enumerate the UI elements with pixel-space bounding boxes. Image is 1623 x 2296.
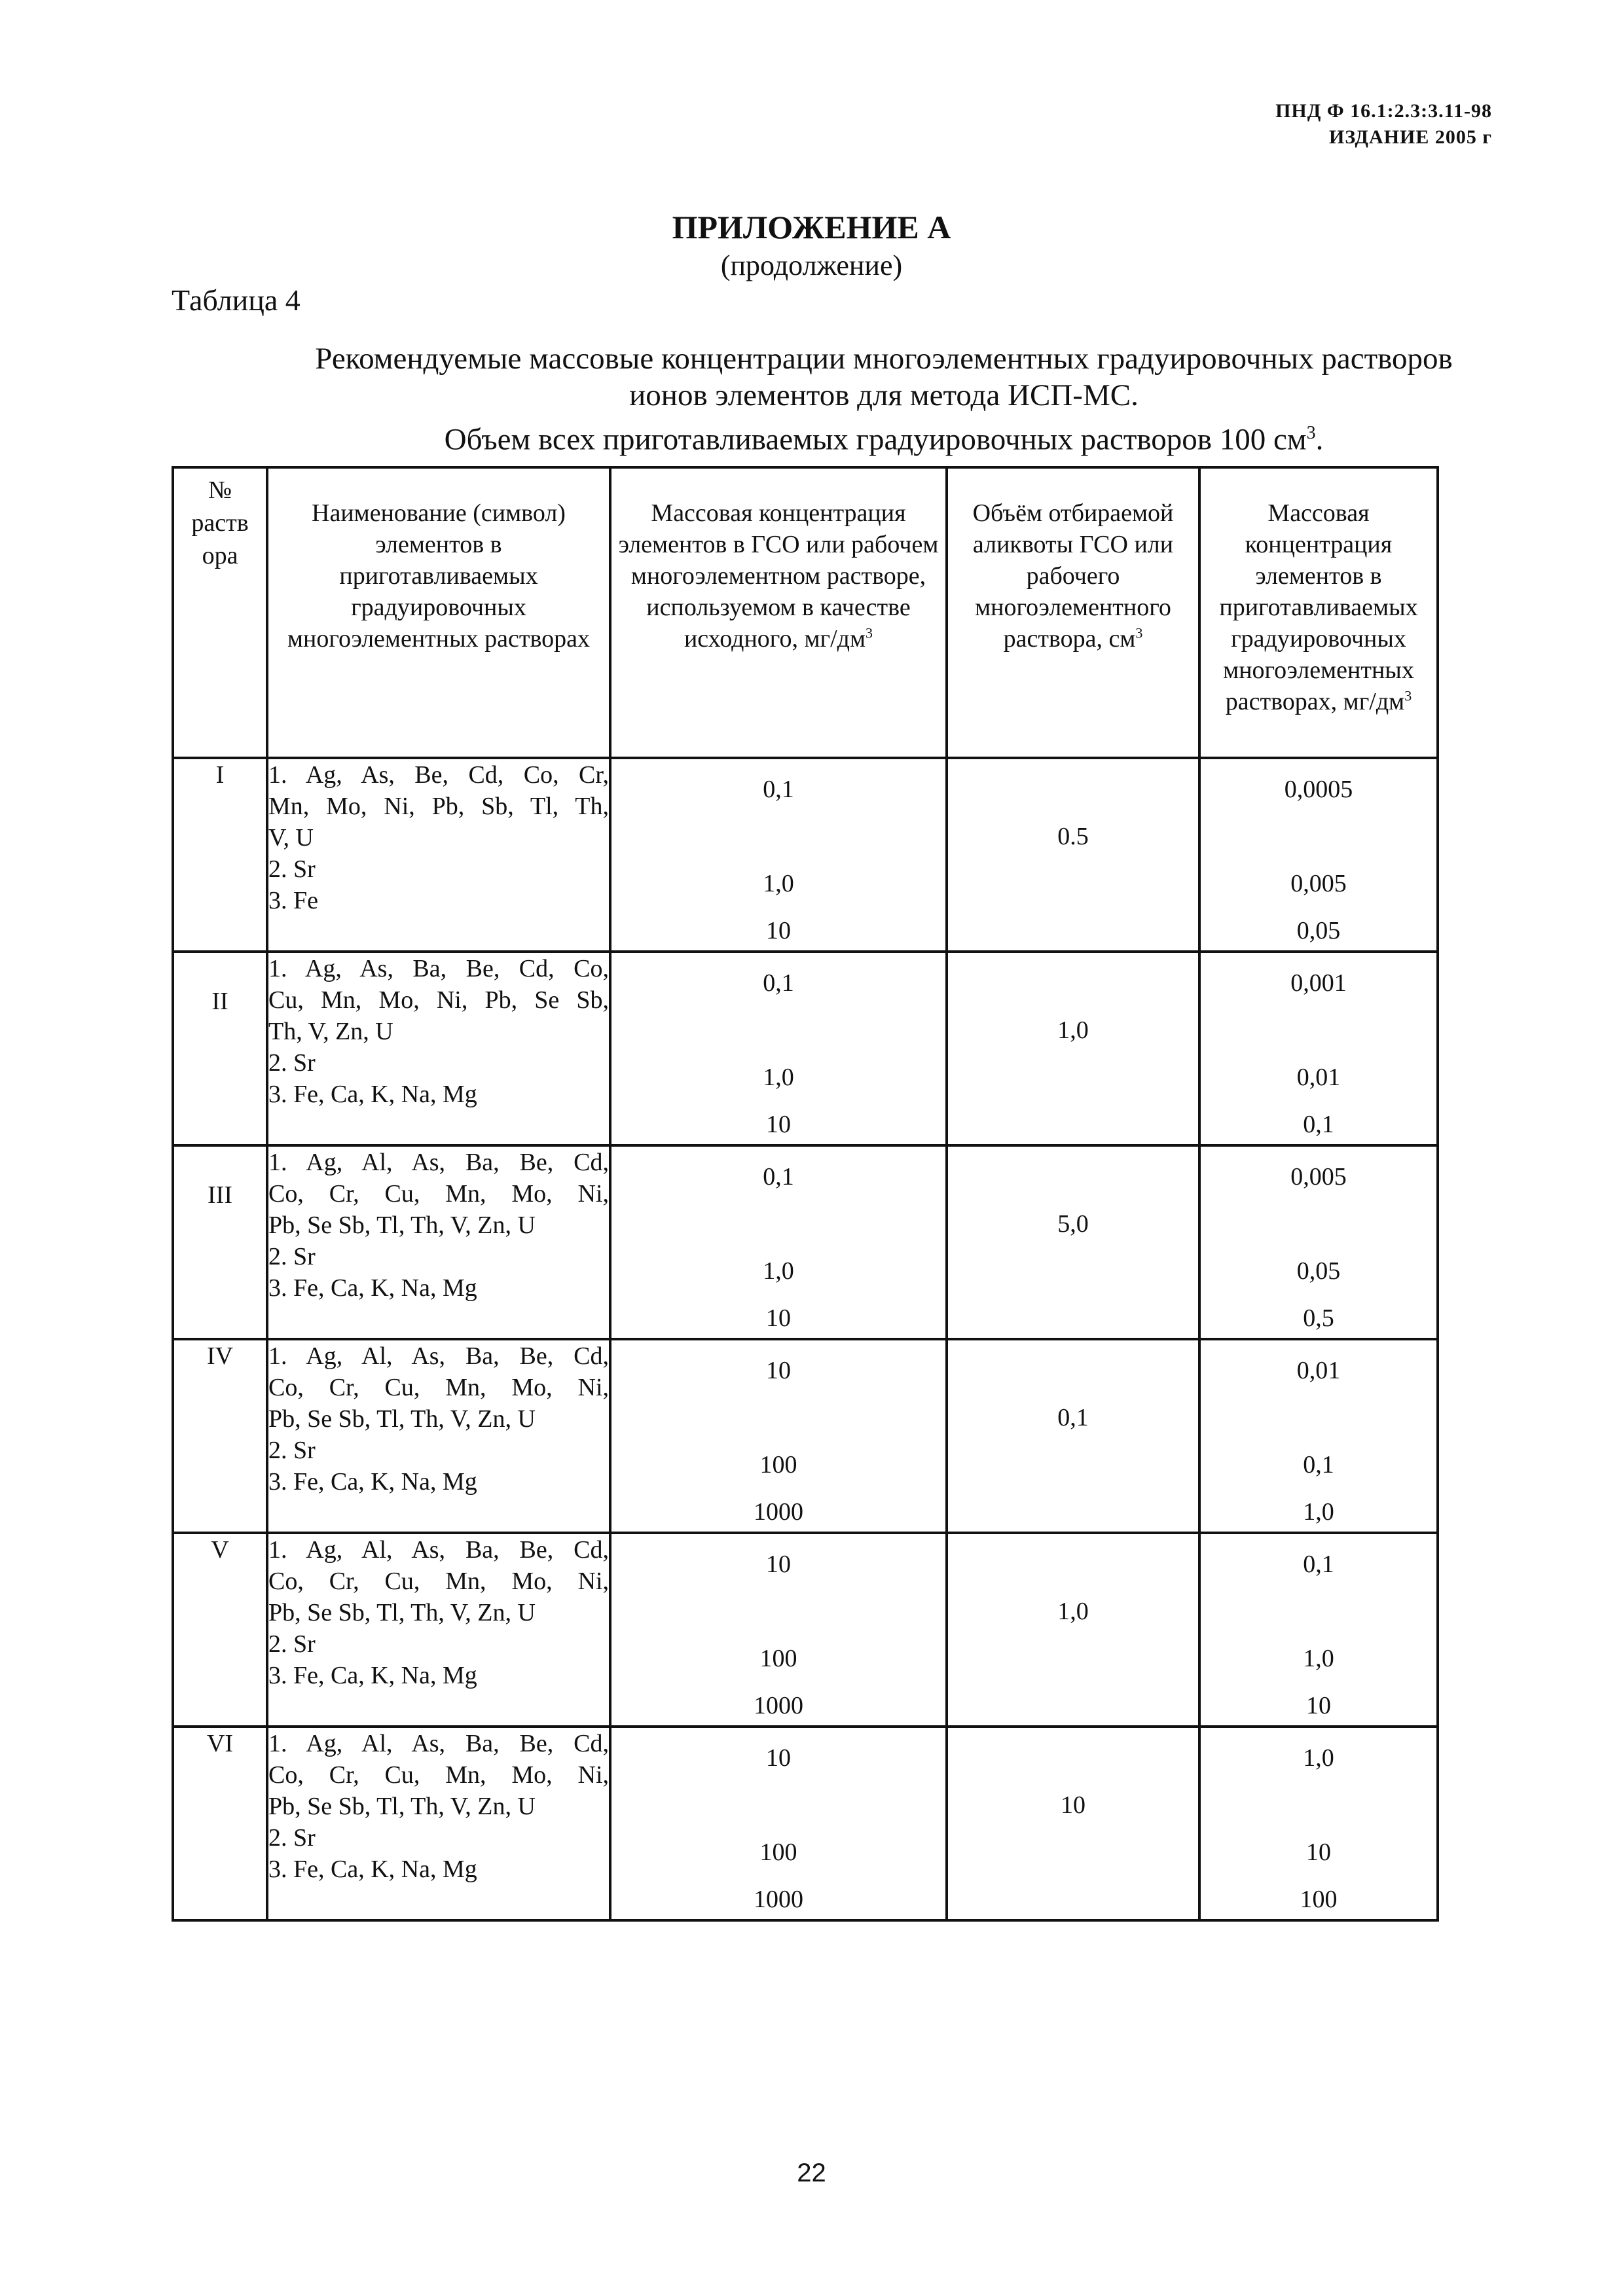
result-concentration-cell xyxy=(1199,1145,1438,1339)
solution-number-text: III xyxy=(208,1181,232,1209)
result-value: 1,0 xyxy=(1303,1744,1334,1772)
col-header-source-concentration xyxy=(610,467,947,758)
col-header-number-line: № xyxy=(208,476,232,504)
element-line: 3. Fe xyxy=(268,887,318,914)
source-value: 10 xyxy=(766,1304,791,1332)
source-concentration-cell xyxy=(610,1339,947,1533)
table-header-row xyxy=(173,467,1438,758)
element-line: Pb, Se Sb, Tl, Th, V, Zn, U xyxy=(268,1405,536,1433)
result-value: 0,01 xyxy=(1296,1064,1341,1091)
volume-value: 5,0 xyxy=(1057,1210,1089,1238)
result-value: 0,05 xyxy=(1296,917,1341,944)
source-concentration-cell xyxy=(610,1533,947,1727)
element-line: Co, Cr, Cu, Mn, Mo, Ni, xyxy=(268,1374,609,1401)
volume-value: 0.5 xyxy=(1057,823,1089,850)
result-concentration-cell xyxy=(1199,952,1438,1145)
table-caption-line-2: ионов элементов для метода ИСП-МС. xyxy=(629,378,1139,412)
result-value: 0,0005 xyxy=(1284,776,1353,803)
result-value: 0,1 xyxy=(1303,1111,1334,1138)
appendix-subtitle: (продолжение) xyxy=(720,249,903,281)
source-value: 1000 xyxy=(754,1886,803,1913)
table-caption-line-3 xyxy=(249,415,1519,458)
element-line: Co, Cr, Cu, Mn, Mo, Ni, xyxy=(268,1568,609,1595)
volume-value: 1,0 xyxy=(1057,1016,1089,1044)
solution-number-text: II xyxy=(211,988,228,1015)
result-value: 1,0 xyxy=(1303,1645,1334,1672)
source-value: 10 xyxy=(766,1357,791,1384)
col-header-result-text: Массовая концентрация элементов в приготавливаемых градуировочных многоэлементных растворах, мг/дм xyxy=(1219,499,1418,715)
element-list xyxy=(267,952,610,1145)
table-caption-line-1: Рекомендуемые массовые концентрации многоэлементных градуировочных растворов xyxy=(315,342,1453,376)
element-line: 1. Ag, Al, As, Ba, Be, Cd, xyxy=(268,1536,609,1564)
table-row xyxy=(173,758,1438,952)
element-line: Pb, Se Sb, Tl, Th, V, Zn, U xyxy=(268,1211,536,1239)
element-line: 2. Sr xyxy=(268,1630,316,1658)
solution-number: I xyxy=(173,758,267,952)
element-line: Co, Cr, Cu, Mn, Mo, Ni, xyxy=(268,1180,609,1208)
result-value: 0,5 xyxy=(1303,1304,1334,1332)
col-header-source-sup: 3 xyxy=(866,624,873,641)
source-value: 0,1 xyxy=(763,776,794,803)
result-value: 1,0 xyxy=(1303,1498,1334,1526)
source-concentration-cell xyxy=(610,952,947,1145)
col-header-number-line: ора xyxy=(202,542,238,569)
result-value: 0,1 xyxy=(1303,1551,1334,1578)
edition-label: ИЗДАНИЕ 2005 г xyxy=(1329,126,1492,148)
result-concentration-cell xyxy=(1199,1533,1438,1727)
result-value: 10 xyxy=(1306,1839,1331,1866)
col-header-volume-sup: 3 xyxy=(1135,624,1143,641)
aliquot-volume-cell xyxy=(947,758,1199,952)
element-line: Pb, Se Sb, Tl, Th, V, Zn, U xyxy=(268,1793,536,1820)
volume-value: 1,0 xyxy=(1057,1598,1089,1625)
col-header-result-sup: 3 xyxy=(1404,687,1412,704)
solution-number: IV xyxy=(173,1339,267,1533)
source-value: 1,0 xyxy=(763,1064,794,1091)
result-concentration-cell xyxy=(1199,758,1438,952)
result-value: 0,005 xyxy=(1290,870,1347,897)
source-concentration-cell xyxy=(610,1727,947,1920)
table-row xyxy=(173,1145,1438,1339)
table-row xyxy=(173,1727,1438,1920)
solution-number: VI xyxy=(173,1727,267,1920)
element-line: 1. Ag, Al, As, Ba, Be, Cd, xyxy=(268,1149,609,1176)
element-list xyxy=(267,1339,610,1533)
caption-period: . xyxy=(1315,422,1324,457)
element-line: 1. Ag, Al, As, Ba, Be, Cd, xyxy=(268,1730,609,1757)
col-header-result-concentration xyxy=(1199,467,1438,758)
element-list xyxy=(267,758,610,952)
source-value: 10 xyxy=(766,917,791,944)
volume-value: 10 xyxy=(1061,1791,1085,1819)
source-value: 100 xyxy=(759,1645,797,1672)
source-value: 100 xyxy=(759,1451,797,1479)
source-value: 100 xyxy=(759,1839,797,1866)
caption-superscript: 3 xyxy=(1306,423,1316,443)
result-value: 100 xyxy=(1300,1886,1338,1913)
solution-number xyxy=(173,1145,267,1339)
element-line: V, U xyxy=(268,824,314,852)
source-concentration-cell xyxy=(610,1145,947,1339)
source-value: 10 xyxy=(766,1551,791,1578)
element-line: Cu, Mn, Mo, Ni, Pb, Se Sb, xyxy=(268,986,609,1014)
element-line: 2. Sr xyxy=(268,1049,316,1077)
col-header-volume-text: Объём отбираемой аликвоты ГСО или рабочего многоэлементного раствора, см xyxy=(972,499,1174,653)
aliquot-volume-cell xyxy=(947,1727,1199,1920)
element-list xyxy=(267,1727,610,1920)
col-header-elements: Наименование (символ) элементов в приготавливаемых градуировочных многоэлементных растворах xyxy=(267,467,610,758)
appendix-title: ПРИЛОЖЕНИЕ А xyxy=(672,209,951,245)
table-label: Таблица 4 xyxy=(172,283,301,317)
element-line: 1. Ag, As, Ba, Be, Cd, Co, xyxy=(268,955,609,982)
col-header-number-line: раств xyxy=(191,509,249,537)
volume-value: 0,1 xyxy=(1057,1404,1089,1431)
result-value: 0,005 xyxy=(1290,1163,1347,1191)
caption-volume-text: Объем всех приготавливаемых градуировочных растворов 100 см xyxy=(444,422,1307,457)
source-value: 1000 xyxy=(754,1692,803,1719)
source-value: 10 xyxy=(766,1744,791,1772)
result-value: 10 xyxy=(1306,1692,1331,1719)
element-line: 3. Fe, Ca, K, Na, Mg xyxy=(268,1081,477,1108)
col-header-aliquot-volume xyxy=(947,467,1199,758)
page-number: 22 xyxy=(797,2159,826,2187)
element-line: Pb, Se Sb, Tl, Th, V, Zn, U xyxy=(268,1599,536,1626)
element-line: 3. Fe, Ca, K, Na, Mg xyxy=(268,1856,477,1883)
element-line: 2. Sr xyxy=(268,1824,316,1852)
result-concentration-cell xyxy=(1199,1339,1438,1533)
table-row xyxy=(173,1533,1438,1727)
source-value: 1,0 xyxy=(763,1257,794,1285)
result-value: 0,01 xyxy=(1296,1357,1341,1384)
element-line: 2. Sr xyxy=(268,855,316,883)
result-value: 0,05 xyxy=(1296,1257,1341,1285)
element-line: 3. Fe, Ca, K, Na, Mg xyxy=(268,1662,477,1689)
aliquot-volume-cell xyxy=(947,1533,1199,1727)
element-line: 1. Ag, As, Be, Cd, Co, Cr, xyxy=(268,761,609,789)
table-row xyxy=(173,952,1438,1145)
element-line: Co, Cr, Cu, Mn, Mo, Ni, xyxy=(268,1761,609,1789)
source-concentration-cell xyxy=(610,758,947,952)
aliquot-volume-cell xyxy=(947,1145,1199,1339)
col-header-source-text: Массовая концентрация элементов в ГСО или рабочем многоэлементном растворе, используемом в качестве исходного, мг/дм xyxy=(618,499,939,653)
source-value: 10 xyxy=(766,1111,791,1138)
result-value: 0,1 xyxy=(1303,1451,1334,1479)
element-list xyxy=(267,1145,610,1339)
col-header-number xyxy=(173,467,267,758)
source-value: 1000 xyxy=(754,1498,803,1526)
element-list xyxy=(267,1533,610,1727)
concentration-table xyxy=(172,466,1439,1922)
document-header xyxy=(1275,98,1492,151)
source-value: 0,1 xyxy=(763,1163,794,1191)
result-value: 0,001 xyxy=(1290,969,1347,997)
solution-number: V xyxy=(173,1533,267,1727)
aliquot-volume-cell xyxy=(947,1339,1199,1533)
aliquot-volume-cell xyxy=(947,952,1199,1145)
source-value: 0,1 xyxy=(763,969,794,997)
element-line: Mn, Mo, Ni, Pb, Sb, Tl, Th, xyxy=(268,793,609,820)
element-line: 3. Fe, Ca, K, Na, Mg xyxy=(268,1274,477,1302)
source-value: 1,0 xyxy=(763,870,794,897)
element-line: 2. Sr xyxy=(268,1437,316,1464)
document-code: ПНД Ф 16.1:2.3:3.11-98 xyxy=(1275,100,1492,122)
element-line: 2. Sr xyxy=(268,1243,316,1270)
element-line: 3. Fe, Ca, K, Na, Mg xyxy=(268,1468,477,1496)
table-row xyxy=(173,1339,1438,1533)
element-line: Th, V, Zn, U xyxy=(268,1018,393,1045)
solution-number xyxy=(173,952,267,1145)
result-concentration-cell xyxy=(1199,1727,1438,1920)
element-line: 1. Ag, Al, As, Ba, Be, Cd, xyxy=(268,1342,609,1370)
